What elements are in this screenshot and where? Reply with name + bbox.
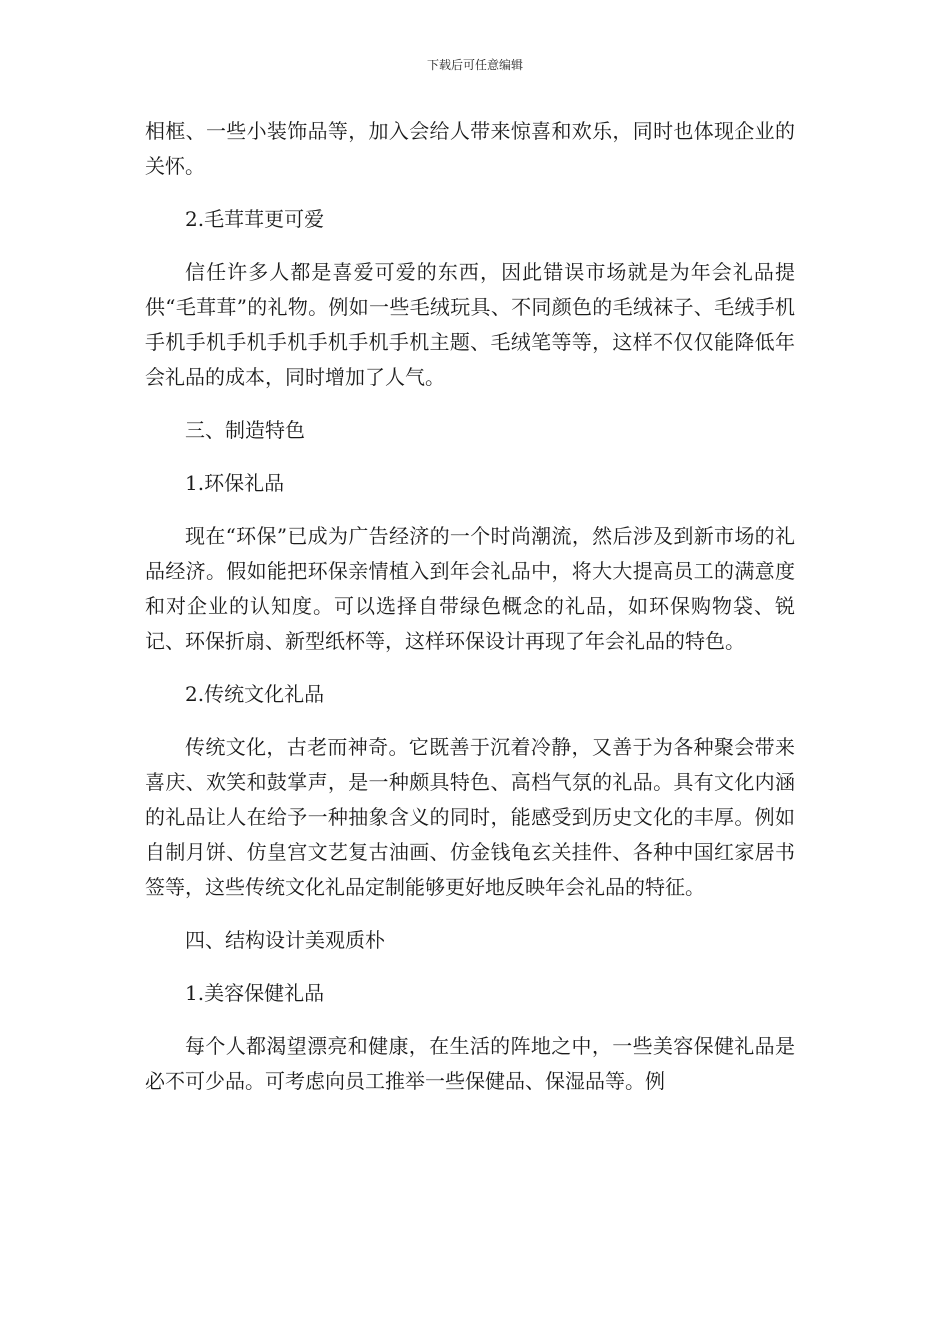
section-heading-structure-design: 四、结构设计美观质朴 <box>185 928 385 952</box>
section-heading-create-features: 三、制造特色 <box>185 418 305 442</box>
subheading-traditional-culture-gifts: 2.传统文化礼品 <box>185 682 325 706</box>
paragraph-fluffy-gifts: 信任许多人都是喜爱可爱的东西，因此错误市场就是为年会礼品提供“毛茸茸”的礼物。例如一些毛绒玩具、不同颜色的毛绒袜子、毛绒手机手机手机手机手机手机手机手机主题、毛绒笔等等，这样不仅仅能降低年会礼品的成本，同时增加了人气。 <box>145 260 795 389</box>
subheading-beauty-health-gifts: 1.美容保健礼品 <box>185 981 325 1005</box>
paragraph-beauty-health-gifts: 每个人都渴望漂亮和健康，在生活的阵地之中，一些美容保健礼品是必不可少品。可考虑向员工推举一些保健品、保湿品等。例 <box>145 1034 795 1093</box>
paragraph-traditional-culture-gifts: 传统文化，古老而神奇。它既善于沉着冷静，又善于为各种聚会带来喜庆、欢笑和鼓掌声，是一种颇具特色、高档气氛的礼品。具有文化内涵的礼品让人在给予一种抽象含义的同时，能感受到历史文化的丰厚。例如自制月饼、仿皇宫文艺复古油画、仿金钱龟玄关挂件、各种中国红家居书签等，这些传统文化礼品定制能够更好地反映年会礼品的特征。 <box>145 735 795 899</box>
document-body <box>145 114 795 1099</box>
subheading-fluffy-gifts: 2.毛茸茸更可爱 <box>185 207 325 231</box>
paragraph-continued: 相框、一些小装饰品等，加入会给人带来惊喜和欢乐，同时也体现企业的关怀。 <box>145 119 795 178</box>
page-header: 下载后可任意编辑 <box>426 58 523 72</box>
paragraph-eco-gifts: 现在“环保”已成为广告经济的一个时尚潮流，然后涉及到新市场的礼品经济。假如能把环保亲情植入到年会礼品中，将大大提高员工的满意度和对企业的认知度。可以选择自带绿色概念的礼品，如环保购物袋、锐记、环保折扇、新型纸杯等，这样环保设计再现了年会礼品的特色。 <box>145 524 795 653</box>
subheading-eco-gifts: 1.环保礼品 <box>185 471 285 495</box>
